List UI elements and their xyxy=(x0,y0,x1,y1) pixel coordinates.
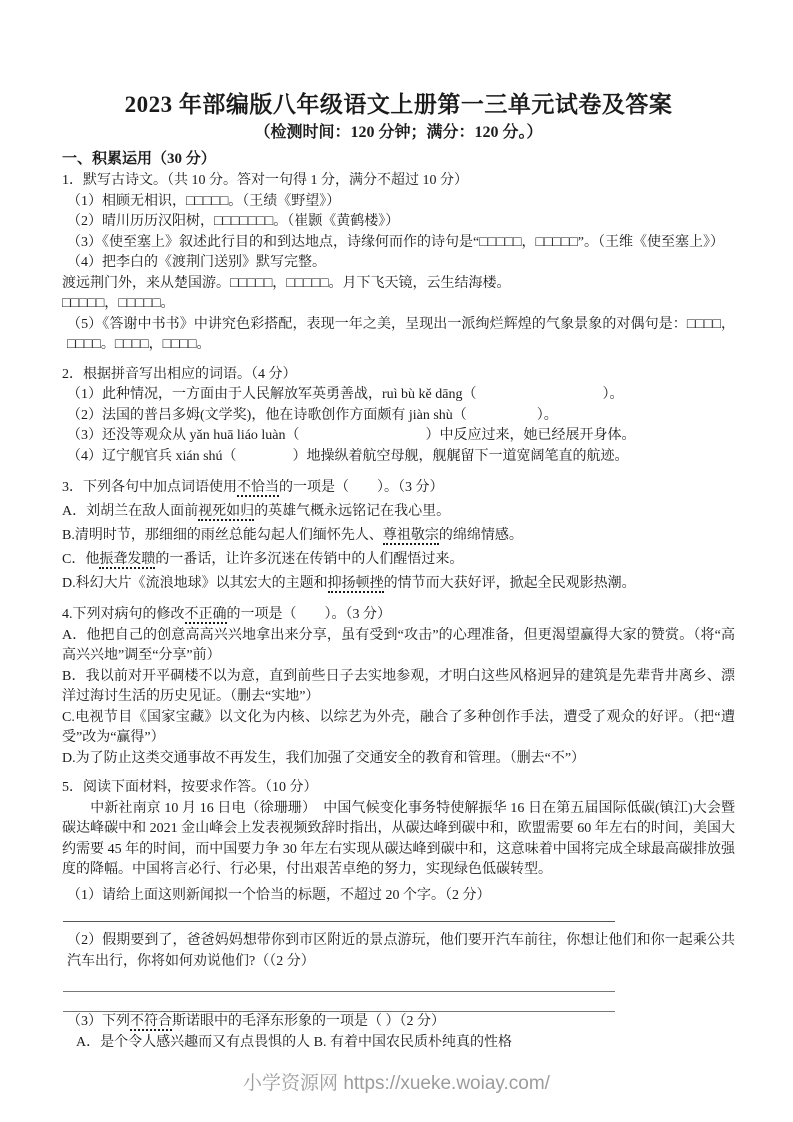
q5-stem: 5．阅读下面材料，按要求作答。（10 分） xyxy=(62,780,318,795)
q1-line: （4）把李白的《渡荆门送别》默写完整。 xyxy=(67,255,326,270)
q4-option-b: B．我以前对开平碉楼不以为意，直到前些日子去实地参观，才明白这些风格迥异的建筑是先辈背井离乡、漂洋过海讨生活的历史见证。（删去“实地”） xyxy=(62,668,735,704)
q1-stem: 1．默写古诗文。（共 10 分。答对一句得 1 分，满分不超过 10 分） xyxy=(62,173,468,188)
q4-stem xyxy=(62,605,735,626)
text-segment: 的一番话，让许多沉迷在传销中的人们醒悟过来。 xyxy=(155,552,464,567)
text-segment: D.科幻大片《流浪地球》以其宏大的主题和 xyxy=(62,576,328,591)
text-segment: A．刘胡兰在敌人面前 xyxy=(62,504,199,519)
q1-line: 渡远荆门外，来从楚国游。□□□□□，□□□□□。月下飞天镜，云生结海楼。 xyxy=(62,275,511,291)
q2-line: （2）法国的普吕多姆(文学奖)，他在诗歌创作方面颇有 jiàn shù（ ）。 xyxy=(67,407,558,423)
watermark-footer: 小学资源网 https://xueke.woiay.com/ xyxy=(243,1072,550,1094)
question-3 xyxy=(62,476,735,596)
q1-line: （1）相顾无相识，□□□□□。（王绩《野望》） xyxy=(67,193,341,209)
q5-passage: 中新社南京 10 月 16 日电（徐珊珊） 中国气候变化事务特使解振华 16 日在第五届国际低碳(镇江)大会暨碳达峰碳中和 2021 金山峰会上发表视频致辞时指出，从碳达峰到碳中和，欧盟需要 60 年左右的时间，美国大约需要 45 年的时间，而中国要力争 30 年左右实现从碳达峰到碳中和，这意味着中国将完成全球最高碳排放强度的降幅。中国将言必行、行必果，付出艰苦卓绝的努力，实现绿色低碳转型。 xyxy=(62,800,735,877)
emphasized-term: 抑扬顿挫 xyxy=(327,576,384,591)
question-1 xyxy=(62,171,735,356)
text-segment: C．他 xyxy=(62,552,100,567)
text-segment: （3）下列 xyxy=(67,1014,130,1029)
q2-line: （4）辽宁舰官兵 xián shú（ ）地操纵着航空母舰，舰艉留下一道宽阔笔直的航迹。 xyxy=(67,448,629,464)
q3-option-b xyxy=(62,524,735,548)
text-segment: 的一项是（ ）。（3 分） xyxy=(226,607,391,622)
question-5 xyxy=(62,778,735,1053)
q5-sub3-options: A．是个令人感兴趣而又有点畏惧的人 B. 有着中国农民质朴纯真的性格 xyxy=(76,1034,512,1050)
question-4 xyxy=(62,605,735,769)
q5-sub2: （2）假期要到了，爸爸妈妈想带你到市区附近的景点游玩，他们要开汽车前往，你想让他们和你一起乘公共汽车出行，你将如何劝说他们?（（2 分） xyxy=(67,933,735,969)
page-title: 2023 年部编版八年级语文上册第一三单元试卷及答案 xyxy=(124,92,673,117)
q1-line: （3）《使至塞上》叙述此行目的和到达地点，诗缘何而作的诗句是“□□□□□，□□□□□”。（王维《使至塞上》） xyxy=(67,234,724,250)
emphasized-term: 不符合 xyxy=(130,1014,172,1029)
emphasized-term: 视死如归 xyxy=(198,504,255,519)
emphasized-term: 尊祖敬宗 xyxy=(382,528,439,543)
answer-line xyxy=(63,906,615,922)
page-subtitle: （检测时间：120 分钟；满分：120 分。） xyxy=(254,124,543,141)
q3-option-a xyxy=(62,500,735,524)
text-segment: 斯诺眼中的毛泽东形象的一项是（ ）（2 分） xyxy=(172,1014,445,1029)
q2-stem: 2．根据拼音写出相应的词语。（4 分） xyxy=(62,366,297,382)
q3-option-c xyxy=(62,548,735,572)
q3-stem xyxy=(62,476,735,500)
q5-sub1: （1）请给上面这则新闻拟一个恰当的标题，不超过 20 个字。（2 分） xyxy=(67,887,491,903)
answer-line xyxy=(63,972,615,992)
text-segment: 3．下列各句中加点词语使用 xyxy=(62,480,237,495)
section-heading: 一、积累运用（30 分） xyxy=(62,151,216,167)
answer-line xyxy=(63,992,615,1012)
text-segment: B.清明时节，那细细的雨丝总能勾起人们缅怀先人、 xyxy=(62,528,383,543)
emphasized-term: 不正确 xyxy=(184,607,227,622)
question-2 xyxy=(62,365,735,468)
q4-option-a: A．他把自己的创意高高兴兴地拿出来分享，虽有受到“攻击”的心理准备，但更渴望赢得大家的赞赏。（将“高高兴兴地”调至“分享”前） xyxy=(62,627,735,663)
text-segment: 的一项是（ ）。（3 分） xyxy=(279,480,444,495)
q1-line: （5）《答谢中书书》中讲究色彩搭配，表现一年之美，呈现出一派绚烂辉煌的气象景象的对偶句是：□□□□，□□□□。□□□□，□□□□。 xyxy=(67,316,735,352)
emphasized-term: 不恰当 xyxy=(237,480,279,495)
text-segment: 的绵绵情感。 xyxy=(438,528,523,543)
q1-line: （2）晴川历历汉阳树，□□□□□□□。（崔颢《黄鹤楼》） xyxy=(67,214,400,229)
text-segment: 的情节而大获好评，掀起全民观影热潮。 xyxy=(383,576,636,591)
text-segment: 的英雄气概永远铭记在我心里。 xyxy=(254,504,451,519)
q4-option-d: D.为了防止这类交通事故不再发生，我们加强了交通安全的教育和管理。（删去“不”） xyxy=(62,750,586,766)
emphasized-term: 振聋发聩 xyxy=(99,552,156,567)
text-segment: 4.下列对病句的修改 xyxy=(62,607,185,622)
q4-option-c: C.电视节目《国家宝藏》以文化为内核、以综艺为外壳，融合了多种创作手法，遭受了观众的好评。（把“遭受”改为“赢得”） xyxy=(62,709,735,745)
q2-line: （1）此种情况，一方面由于人民解放军英勇善战，ruì bù kě dāng（ ）。 xyxy=(67,387,624,402)
q2-line: （3）还没等观众从 yǎn huā liáo luàn（ ）中反应过来，她已经展开身体。 xyxy=(67,428,636,443)
q5-sub3 xyxy=(62,1012,735,1033)
q3-option-d xyxy=(62,572,735,596)
q1-line: □□□□□，□□□□□。 xyxy=(62,296,175,311)
